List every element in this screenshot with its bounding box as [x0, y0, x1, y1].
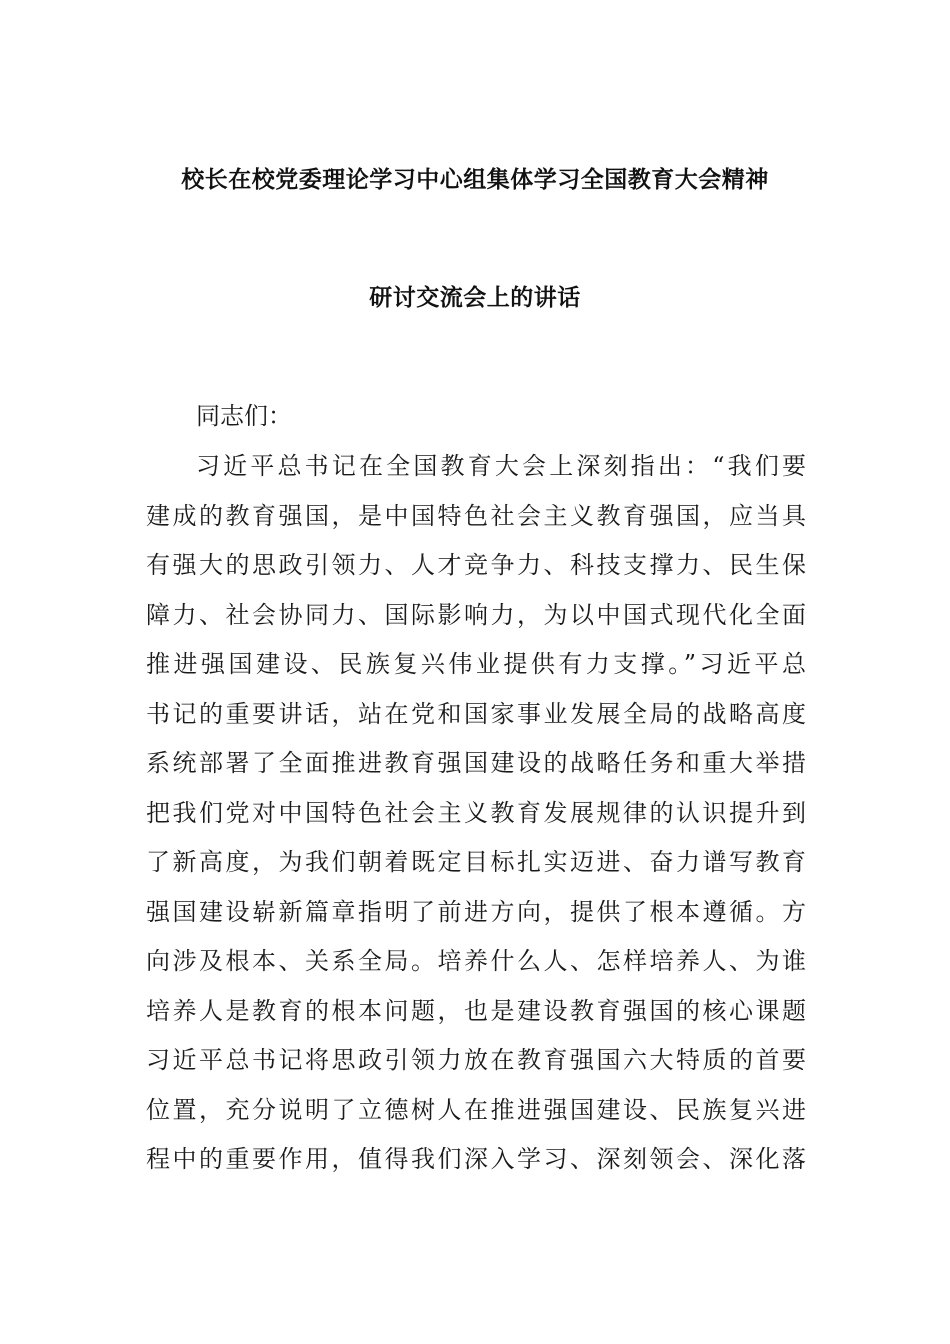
paragraph-line: 习近平总书记将思政引领力放在教育强国六大特质的首要: [146, 1046, 806, 1074]
paragraph-line: 系统部署了全面推进教育强国建设的战略任务和重大举措: [146, 749, 806, 777]
paragraph-line: 障力、社会协同力、国际影响力，为以中国式现代化全面: [146, 601, 806, 629]
paragraph-line: 建成的教育强国，是中国特色社会主义教育强国，应当具: [146, 502, 806, 530]
paragraph-line: 向涉及根本、关系全局。培养什么人、怎样培养人、为谁: [146, 947, 806, 975]
paragraph-line: 培养人是教育的根本问题，也是建设教育强国的核心课题: [146, 997, 806, 1025]
paragraph-line: 了新高度，为我们朝着既定目标扎实迈进、奋力谱写教育: [146, 848, 806, 876]
paragraph-line: 有强大的思政引领力、人才竞争力、科技支撑力、民生保: [146, 551, 806, 579]
salutation: 同志们：: [196, 402, 292, 430]
paragraph-line: 推进强国建设、民族复兴伟业提供有力支撑。”习近平总: [146, 650, 806, 678]
paragraph-line: 程中的重要作用，值得我们深入学习、深刻领会、深化落: [146, 1145, 806, 1173]
paragraph-line: 位置，充分说明了立德树人在推进强国建设、民族复兴进: [146, 1096, 806, 1124]
paragraph-line: 书记的重要讲话，站在党和国家事业发展全局的战略高度: [146, 700, 806, 728]
paragraph-line: 习近平总书记在全国教育大会上深刻指出：“我们要: [196, 452, 806, 480]
paragraph-line: 强国建设崭新篇章指明了前进方向，提供了根本遵循。方: [146, 898, 806, 926]
document-title-line-1: 校长在校党委理论学习中心组集体学习全国教育大会精神: [181, 167, 769, 193]
paragraph-line: 把我们党对中国特色社会主义教育发展规律的认识提升到: [146, 799, 806, 827]
document-title-line-2: 研讨交流会上的讲话: [369, 285, 581, 311]
